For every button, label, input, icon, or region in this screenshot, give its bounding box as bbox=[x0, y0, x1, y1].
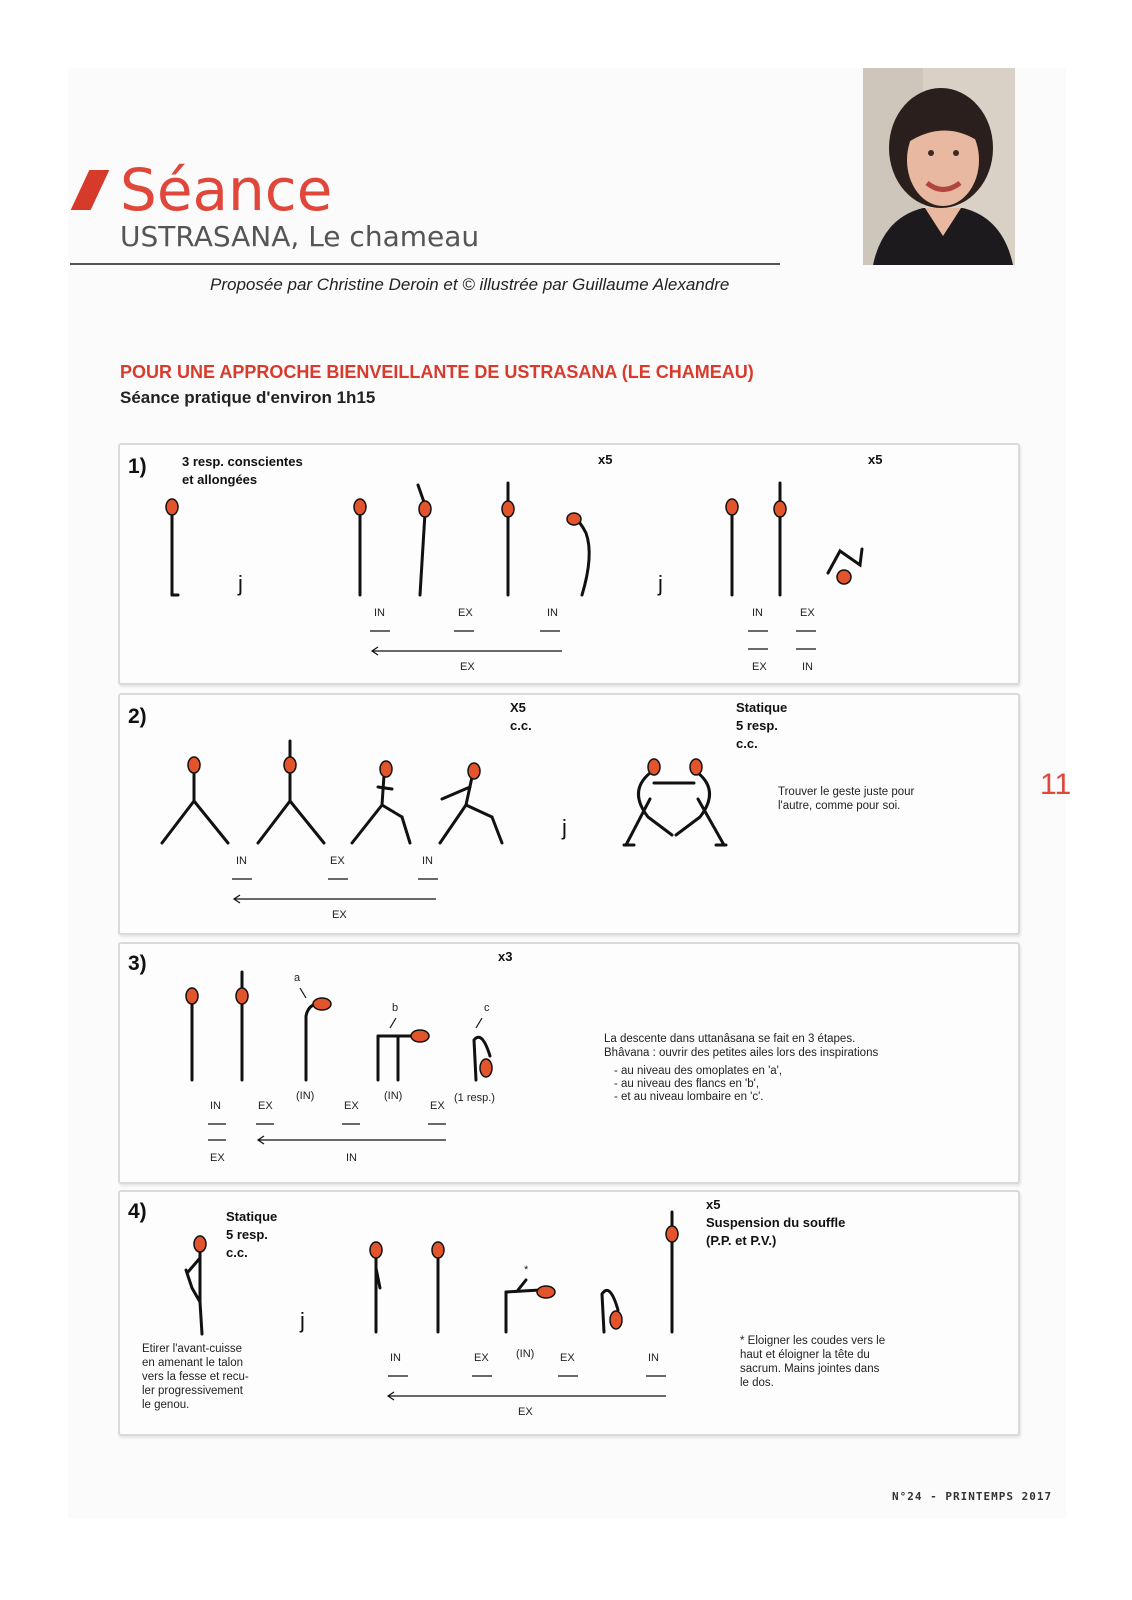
stick-figure-arms-raised bbox=[502, 483, 514, 595]
credits: Proposée par Christine Deroin et © illustrée par Guillaume Alexandre bbox=[210, 275, 730, 294]
stick-figure-half-bend bbox=[506, 1280, 555, 1332]
breath-label: IN bbox=[346, 1152, 357, 1164]
breath-label: EX bbox=[258, 1100, 273, 1112]
breath-label: EX bbox=[332, 909, 347, 921]
breath-label: IN bbox=[648, 1352, 659, 1364]
sequence-panel-4 bbox=[118, 1190, 1020, 1436]
breath-label: EX bbox=[474, 1352, 489, 1364]
breath-arrows bbox=[388, 1376, 666, 1400]
stick-figure-arms-raised bbox=[236, 972, 248, 1080]
breath-label: EX bbox=[458, 607, 473, 619]
panel-number: 2) bbox=[128, 705, 147, 728]
breath-label: EX bbox=[430, 1100, 445, 1112]
breath-label: IN bbox=[547, 607, 558, 619]
stick-figure-standing bbox=[166, 499, 178, 595]
sequence-panel-3 bbox=[118, 942, 1020, 1184]
panel-4-figures bbox=[120, 1192, 1018, 1434]
author-photo bbox=[863, 68, 1015, 265]
stick-figure-hands-behind bbox=[370, 1242, 382, 1332]
breath-arrows bbox=[208, 988, 482, 1144]
breath-label: EX bbox=[752, 661, 767, 673]
panel-number: 1) bbox=[128, 455, 147, 478]
section-heading: POUR UNE APPROCHE BIENVEILLANTE DE USTRASANA (LE CHAMEAU) bbox=[120, 362, 754, 382]
stick-figure-head-forward bbox=[306, 998, 331, 1080]
stick-figure-full-fold bbox=[602, 1290, 622, 1332]
stick-figure-forward-bend bbox=[567, 513, 589, 595]
sequence-separator: j bbox=[562, 815, 567, 840]
stick-figure-table bbox=[378, 1030, 429, 1080]
repeat-count: x5 bbox=[706, 1197, 721, 1212]
stick-figure-full-fold bbox=[474, 1037, 492, 1080]
repeat-count: X5 c.c. bbox=[510, 700, 532, 733]
sequence-panel-2 bbox=[118, 693, 1020, 935]
breath-label: IN bbox=[802, 661, 813, 673]
stick-figure-standing bbox=[186, 988, 198, 1080]
list-item: - au niveau des omoplates en 'a', bbox=[614, 1065, 783, 1077]
step-letter: a bbox=[294, 972, 301, 984]
breath-arrows bbox=[232, 879, 438, 903]
step-letter: b bbox=[392, 1002, 399, 1014]
breath-label: EX bbox=[800, 607, 815, 619]
panel-note: Trouver le geste juste pour l'autre, comme pour soi. bbox=[778, 786, 915, 812]
list-item: - et au niveau lombaire en 'c'. bbox=[614, 1091, 764, 1103]
panel-number: 4) bbox=[128, 1200, 147, 1223]
static-hold-label: Statique 5 resp. c.c. bbox=[226, 1209, 278, 1260]
repeat-count: x3 bbox=[498, 949, 513, 964]
panel-1-figures bbox=[120, 445, 1018, 683]
stick-figure-hands-behind bbox=[432, 1242, 444, 1332]
suspension-label: Suspension du souffle (P.P. et P.V.) bbox=[706, 1215, 846, 1248]
breath-label: EX bbox=[210, 1152, 225, 1164]
stick-figure-standing bbox=[354, 499, 366, 595]
page-number: 11 bbox=[1040, 768, 1072, 801]
breath-label: (IN) bbox=[384, 1090, 403, 1102]
breath-label: IN bbox=[422, 855, 433, 867]
step-letter: c bbox=[484, 1002, 490, 1014]
panel-note: Etirer l'avant-cuisse en amenant le talon vers la fesse et recu- ler progressivement le genou. bbox=[142, 1343, 249, 1411]
static-hold-label: Statique 5 resp. c.c. bbox=[736, 700, 788, 751]
breath-label: (IN) bbox=[516, 1348, 535, 1360]
breath-label: EX bbox=[460, 661, 475, 673]
stick-figure-lunge bbox=[352, 761, 410, 843]
title-rule bbox=[70, 263, 780, 265]
sequence-separator: j bbox=[300, 1308, 305, 1333]
star-marker: * bbox=[524, 1264, 529, 1276]
panel-number: 3) bbox=[128, 952, 147, 975]
breath-label: EX bbox=[344, 1100, 359, 1112]
stick-figure-pair-heart bbox=[624, 759, 726, 845]
breath-arrows bbox=[370, 631, 816, 655]
stick-figure-standing bbox=[726, 499, 738, 595]
stick-figure-wide-stance bbox=[162, 757, 228, 843]
sequence-separator: j bbox=[658, 571, 663, 596]
stick-figure-arms-raised bbox=[774, 483, 786, 595]
panel-2-figures bbox=[120, 695, 1018, 933]
breath-label: (1 resp.) bbox=[454, 1092, 495, 1104]
page-title: Séance bbox=[120, 156, 333, 224]
breath-label: IN bbox=[390, 1352, 401, 1364]
list-item: - au niveau des flancs en 'b', bbox=[614, 1078, 760, 1090]
stick-figure-wide-stance-arms-up bbox=[258, 741, 324, 843]
stick-figure-arms-raised bbox=[666, 1212, 678, 1332]
breath-label: EX bbox=[518, 1406, 533, 1418]
stick-figure-child-pose bbox=[828, 549, 862, 584]
page-subtitle: USTRASANA, Le chameau bbox=[120, 220, 480, 253]
repeat-count: x5 bbox=[868, 452, 883, 467]
stick-figure-quad-stretch bbox=[186, 1236, 206, 1334]
panel-3-figures bbox=[120, 944, 1018, 1182]
breath-label: EX bbox=[330, 855, 345, 867]
issue-footer: N°24 - PRINTEMPS 2017 bbox=[892, 1490, 1053, 1503]
breath-label: IN bbox=[210, 1100, 221, 1112]
breath-label: IN bbox=[236, 855, 247, 867]
panel-note: * Eloigner les coudes vers le haut et éloigner la tête du sacrum. Mains jointes dans le dos. bbox=[740, 1335, 886, 1389]
breath-label: EX bbox=[560, 1352, 575, 1364]
repeat-count: x5 bbox=[598, 452, 613, 467]
section-subheading: Séance pratique d'environ 1h15 bbox=[120, 388, 376, 407]
breath-label: IN bbox=[374, 607, 385, 619]
panel-label: 3 resp. conscientes et allongées bbox=[182, 454, 303, 487]
sequence-panel-1 bbox=[118, 443, 1020, 685]
stick-figure-arms-raised bbox=[418, 485, 431, 595]
panel-note: La descente dans uttanâsana se fait en 3 étapes. Bhâvana : ouvrir des petites ailes lors des inspirations bbox=[604, 1033, 879, 1059]
breath-label: IN bbox=[752, 607, 763, 619]
sequence-separator: j bbox=[238, 571, 243, 596]
breath-label: (IN) bbox=[296, 1090, 315, 1102]
stick-figure-lunge-twist bbox=[440, 763, 502, 843]
